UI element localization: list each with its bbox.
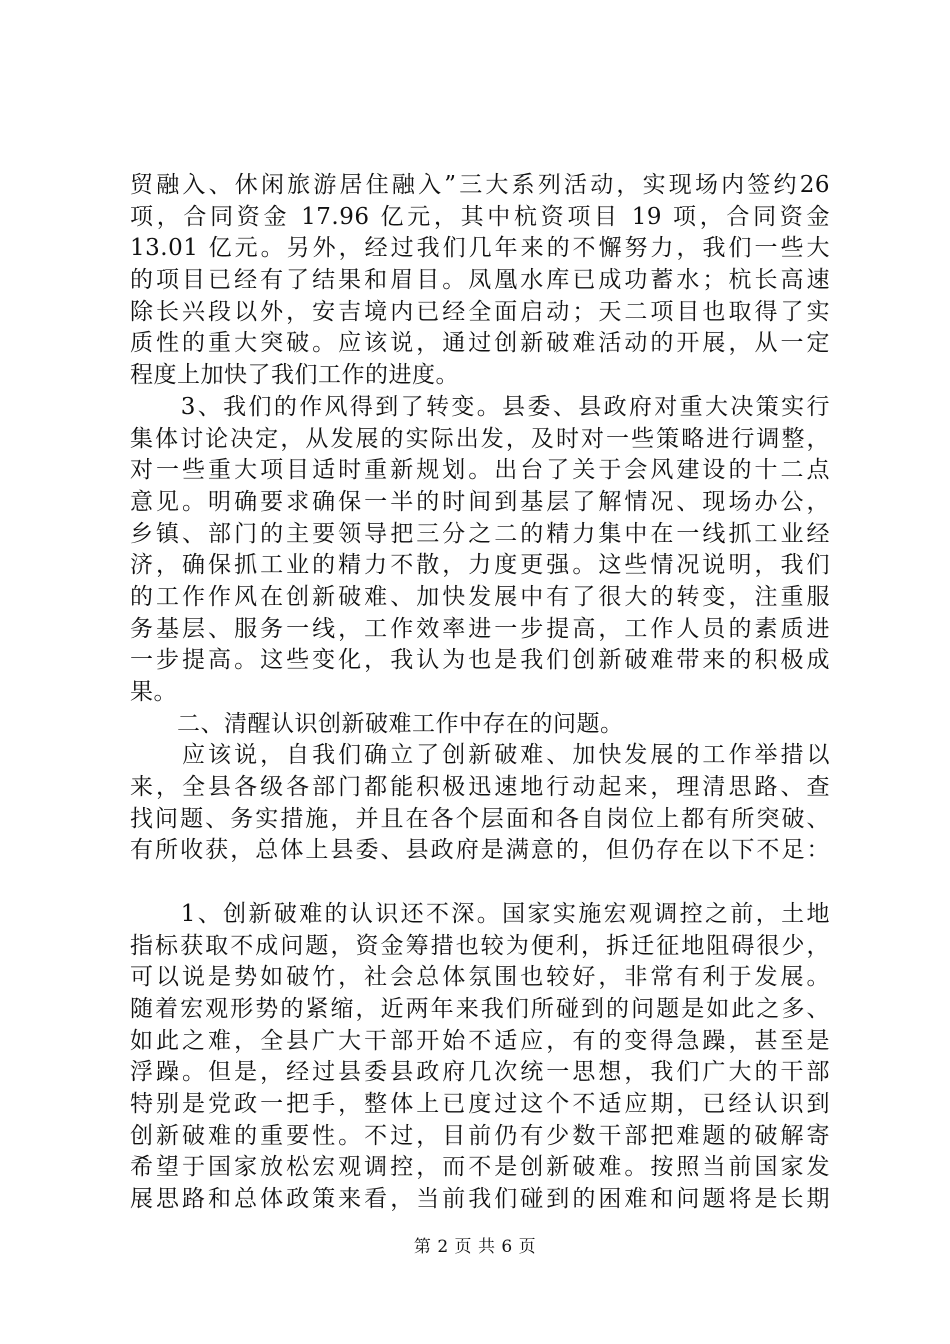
text-line: 应该说，自我们确立了创新破难、加快发展的工作举措以	[130, 742, 830, 769]
text-line: 项，合同资金 17.96 亿元，其中杭资项目 19 项，合同资金	[130, 203, 830, 230]
text-line: 可以说是势如破竹，社会总体氛围也较好，非常有利于发展。	[130, 964, 830, 991]
text-line: 展思路和总体政策来看，当前我们碰到的困难和问题将是长期	[130, 1186, 830, 1212]
text-line: 集体讨论决定，从发展的实际出发，及时对一些策略进行调整，	[130, 425, 830, 452]
text-line: 质性的重大突破。应该说，通过创新破难活动的开展，从一定	[130, 330, 830, 357]
document-body	[130, 170, 830, 1216]
text-line: 程度上加快了我们工作的进度。	[130, 362, 459, 389]
blank-line	[130, 867, 830, 899]
text-line: 浮躁。但是，经过县委县政府几次统一思想，我们广大的干部	[130, 1059, 830, 1086]
text-line: 特别是党政一把手，整体上已度过这个不适应期，已经认识到	[130, 1090, 830, 1117]
text-line: 随着宏观形势的紧缩，近两年来我们所碰到的问题是如此之多、	[130, 995, 830, 1022]
text-line: 果。	[130, 679, 177, 705]
text-line: 济，确保抓工业的精力不散，力度更强。这些情况说明，我们	[130, 552, 830, 579]
text-line: 13.01 亿元。另外，经过我们几年来的不懈努力，我们一些大	[130, 235, 830, 262]
text-line: 指标获取不成问题，资金筹措也较为便利，拆迁征地阻碍很少，	[130, 932, 830, 959]
page-footer: 第 2 页 共 6 页	[413, 1237, 537, 1257]
text-line: 意见。明确要求确保一半的时间到基层了解情况、现场办公，	[130, 488, 830, 515]
text-line: 3、我们的作风得到了转变。县委、县政府对重大决策实行	[130, 393, 830, 420]
text-line: 除长兴段以外，安吉境内已经全面启动；天二项目也取得了实	[130, 298, 830, 325]
text-line: 1、创新破难的认识还不深。国家实施宏观调控之前，土地	[130, 900, 830, 927]
text-line: 如此之难，全县广大干部开始不适应，有的变得急躁，甚至是	[130, 1027, 830, 1054]
text-line: 务基层、服务一线，工作效率进一步提高，工作人员的素质进	[130, 615, 830, 642]
text-line: 一步提高。这些变化，我认为也是我们创新破难带来的积极成	[130, 647, 830, 674]
section-heading: 二、清醒认识创新破难工作中存在的问题。	[130, 710, 624, 737]
text-line: 来，全县各级各部门都能积极迅速地行动起来，理清思路、查	[130, 774, 830, 801]
text-line: 的项目已经有了结果和眉目。凤凰水库已成功蓄水；杭长高速	[130, 267, 830, 294]
text-line: 创新破难的重要性。不过，目前仍有少数干部把难题的破解寄	[130, 1122, 830, 1149]
text-line: 的工作作风在创新破难、加快发展中有了很大的转变，注重服	[130, 583, 830, 610]
text-line: 希望于国家放松宏观调控，而不是创新破难。按照当前国家发	[130, 1154, 830, 1181]
text-line: 乡镇、部门的主要领导把三分之二的精力集中在一线抓工业经	[130, 520, 830, 547]
text-line: 对一些重大项目适时重新规划。出台了关于会风建设的十二点	[130, 457, 830, 484]
text-line: 贸融入、休闲旅游居住融入”三大系列活动，实现场内签约26	[130, 172, 830, 198]
text-line: 找问题、务实措施，并且在各个层面和各自岗位上都有所突破、	[130, 805, 830, 832]
text-line: 有所收获，总体上县委、县政府是满意的，但仍存在以下不足：	[130, 837, 830, 864]
